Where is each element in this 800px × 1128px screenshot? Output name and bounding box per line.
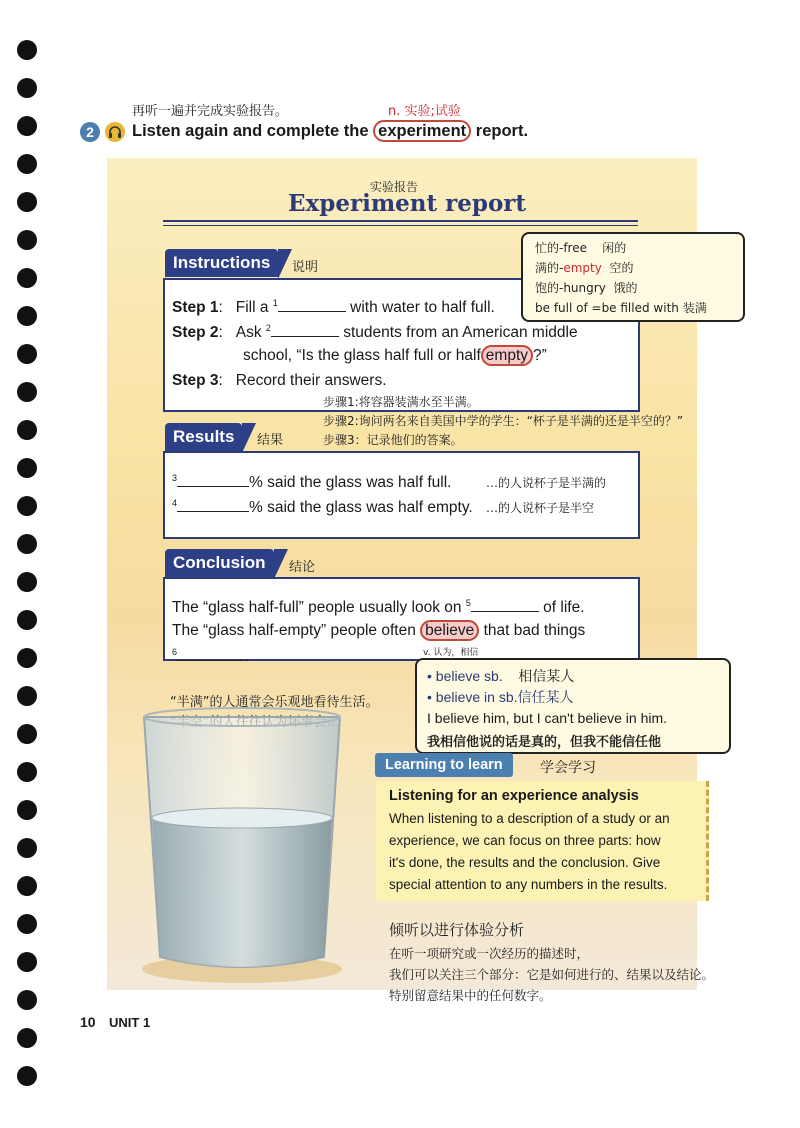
conclusion-cn-1: “半满”的人通常会乐观地看待生活。	[170, 695, 379, 710]
vocab-line-1	[535, 239, 626, 256]
step-text: school, “Is the glass half full or half	[243, 347, 481, 364]
conclusion-text: The “glass half-full” people usually look on	[172, 599, 462, 616]
blank-number: 6	[172, 646, 178, 657]
binder-hole	[17, 610, 37, 630]
binder-hole	[17, 496, 37, 516]
binder-hole	[17, 382, 37, 402]
binder-hole	[17, 40, 37, 60]
instructions-tag-cn: 说明	[292, 260, 319, 275]
note-cn-step-3: 步骤3：记录他们的答案。	[323, 433, 463, 447]
conclusion-line-2	[172, 622, 585, 640]
note-cn-step-1: 步骤1:将容器装满水至半满。	[323, 395, 479, 409]
step-text: Fill a	[235, 299, 269, 316]
binder-hole	[17, 458, 37, 478]
vocab-text: 忙的-free	[535, 241, 587, 255]
answer-blank-2[interactable]	[271, 322, 339, 337]
blank-number: 5	[465, 597, 471, 608]
learning-cn-heading: 倾听以进行体验分析	[389, 921, 525, 939]
conclusion-text: that bad things	[483, 622, 586, 639]
answer-blank-6[interactable]	[177, 646, 245, 661]
vocab-text: 闲的	[602, 241, 627, 255]
binder-hole	[17, 914, 37, 934]
answer-blank-1[interactable]	[278, 297, 346, 312]
binder-hole	[17, 78, 37, 98]
instruction-keyword: experiment	[373, 120, 471, 142]
answer-blank-3[interactable]	[177, 472, 249, 487]
blank-number: 2	[265, 322, 271, 333]
step-label: Step 2	[172, 324, 219, 341]
instruction-text: Listen again and complete the	[132, 122, 374, 140]
binder-hole	[17, 192, 37, 212]
conclusion-line-1	[172, 597, 585, 617]
binder-hole	[17, 762, 37, 782]
binder-hole	[17, 116, 37, 136]
unit-label: UNIT 1	[109, 1015, 151, 1030]
binder-hole	[17, 724, 37, 744]
blank-number: 4	[172, 497, 178, 508]
vocab-line-3	[535, 279, 637, 296]
binder-hole	[17, 420, 37, 440]
binder-hole	[17, 648, 37, 668]
learning-cn-3: 特别留意结果中的任何数字。	[389, 988, 552, 1003]
word-gloss: n. 实验;试验	[388, 104, 461, 119]
conclusion-text: .	[245, 648, 250, 665]
binder-hole	[17, 1028, 37, 1048]
believe-line-2: • believe in sb.信任某人	[427, 689, 574, 705]
step-text: ?”	[533, 347, 547, 364]
result-2	[172, 497, 473, 517]
believe-note	[415, 658, 731, 754]
exercise-instruction	[132, 122, 528, 141]
keyword-believe: believe	[420, 620, 479, 641]
learning-tag: Learning to learn	[375, 753, 513, 777]
result-text: % said the glass was half empty.	[249, 499, 473, 516]
binder-hole	[17, 876, 37, 896]
binder-hole	[17, 800, 37, 820]
binder-hole	[17, 572, 37, 592]
report-title-cn: 实验报告	[370, 180, 419, 194]
step-2: Step 2: Ask $^2$ students from an American middle	[172, 322, 578, 341]
glass-of-water-image	[138, 707, 346, 987]
conclusion-text: The “glass half-empty” people often	[172, 622, 416, 639]
vocab-line-4: be full of =be filled with 装满	[535, 301, 707, 315]
vocab-text: 饱的-hungry	[535, 281, 606, 295]
learning-body-4: special attention to any numbers in the results.	[389, 877, 668, 892]
believe-text: • believe sb.	[427, 668, 503, 684]
result-text: % said the glass was half full.	[249, 474, 452, 491]
binder-hole	[17, 838, 37, 858]
result-1	[172, 472, 451, 492]
binder-hole	[17, 686, 37, 706]
step-2-line-2	[243, 347, 547, 365]
binder-hole	[17, 952, 37, 972]
vocab-text: 满的-	[535, 261, 564, 275]
learning-cn-2: 我们可以关注三个部分：它是如何进行的、结果以及结论。	[389, 967, 715, 982]
result-1-cn: …的人说杯子是半满的	[486, 476, 607, 490]
step-label: Step 1	[172, 299, 219, 316]
conclusion-line-3	[172, 646, 249, 666]
learning-tag-cn: 学会学习	[540, 760, 596, 776]
keyword-empty: empty	[481, 345, 533, 366]
binder-hole	[17, 344, 37, 364]
binder-hole	[17, 230, 37, 250]
instruction-text-end: report.	[471, 122, 529, 140]
results-box	[163, 451, 640, 539]
vocab-line-2	[535, 259, 634, 276]
results-tag: Results	[165, 423, 242, 451]
binder-hole	[17, 268, 37, 288]
binder-hole	[17, 990, 37, 1010]
conclusion-tag-cn: 结论	[289, 560, 316, 575]
vocab-text: 空的	[609, 261, 634, 275]
learning-cn-1: 在听一项研究或一次经历的描述时，	[389, 946, 590, 961]
vocab-note	[521, 232, 745, 322]
learning-body-3: it's done, the results and the conclusion. Give	[389, 855, 661, 870]
step-text: Ask	[235, 324, 262, 341]
exercise-number-badge: 2	[80, 122, 100, 142]
step-text: with water to half full.	[350, 299, 495, 316]
blank-number: 1	[272, 297, 278, 308]
blank-number: 3	[172, 472, 178, 483]
headphones-icon[interactable]	[105, 122, 125, 142]
instructions-tag: Instructions	[165, 249, 278, 277]
learning-body-1: When listening to a description of a study or an	[389, 811, 670, 826]
answer-blank-5[interactable]	[471, 597, 539, 612]
title-rule	[163, 220, 638, 226]
step-3: Step 3: Record their answers.	[172, 372, 387, 389]
step-text: Record their answers.	[235, 372, 387, 389]
believe-text-cn: 相信某人	[518, 669, 575, 685]
answer-blank-4[interactable]	[177, 497, 249, 512]
conclusion-text: of life.	[543, 599, 585, 616]
believe-line-3: I believe him, but I can't believe in him.	[427, 710, 668, 726]
believe-gloss: v. 认为，相信	[423, 648, 479, 658]
learning-heading: Listening for an experience analysis	[389, 788, 639, 804]
chinese-instruction: 再听一遍并完成实验报告。	[132, 104, 289, 119]
step-1: Step 1: Fill a $^1$ with water to half full.	[172, 297, 495, 316]
vocab-highlight: empty	[563, 261, 602, 275]
binder-hole	[17, 534, 37, 554]
learning-body-2: experience, we can focus on three parts: how	[389, 833, 661, 848]
believe-line-4: 我相信他说的话是真的，但我不能信任他	[427, 735, 662, 750]
report-title: Experiment report	[288, 190, 527, 217]
step-label: Step 3	[172, 372, 219, 389]
result-2-cn: …的人说杯子是半空	[486, 501, 595, 515]
believe-line-1	[427, 666, 574, 686]
binder-hole	[17, 306, 37, 326]
binder-hole	[17, 1066, 37, 1086]
vocab-text: 饿的	[613, 281, 638, 295]
binder-hole	[17, 154, 37, 174]
page-number: 10	[80, 1014, 96, 1030]
results-tag-cn: 结果	[257, 433, 284, 448]
step-text: students from an American middle	[343, 324, 578, 341]
conclusion-tag: Conclusion	[165, 549, 274, 577]
note-cn-step-2: 步骤2:询问两名来自美国中学的学生：“杯子是半满的还是半空的？”	[323, 414, 684, 428]
